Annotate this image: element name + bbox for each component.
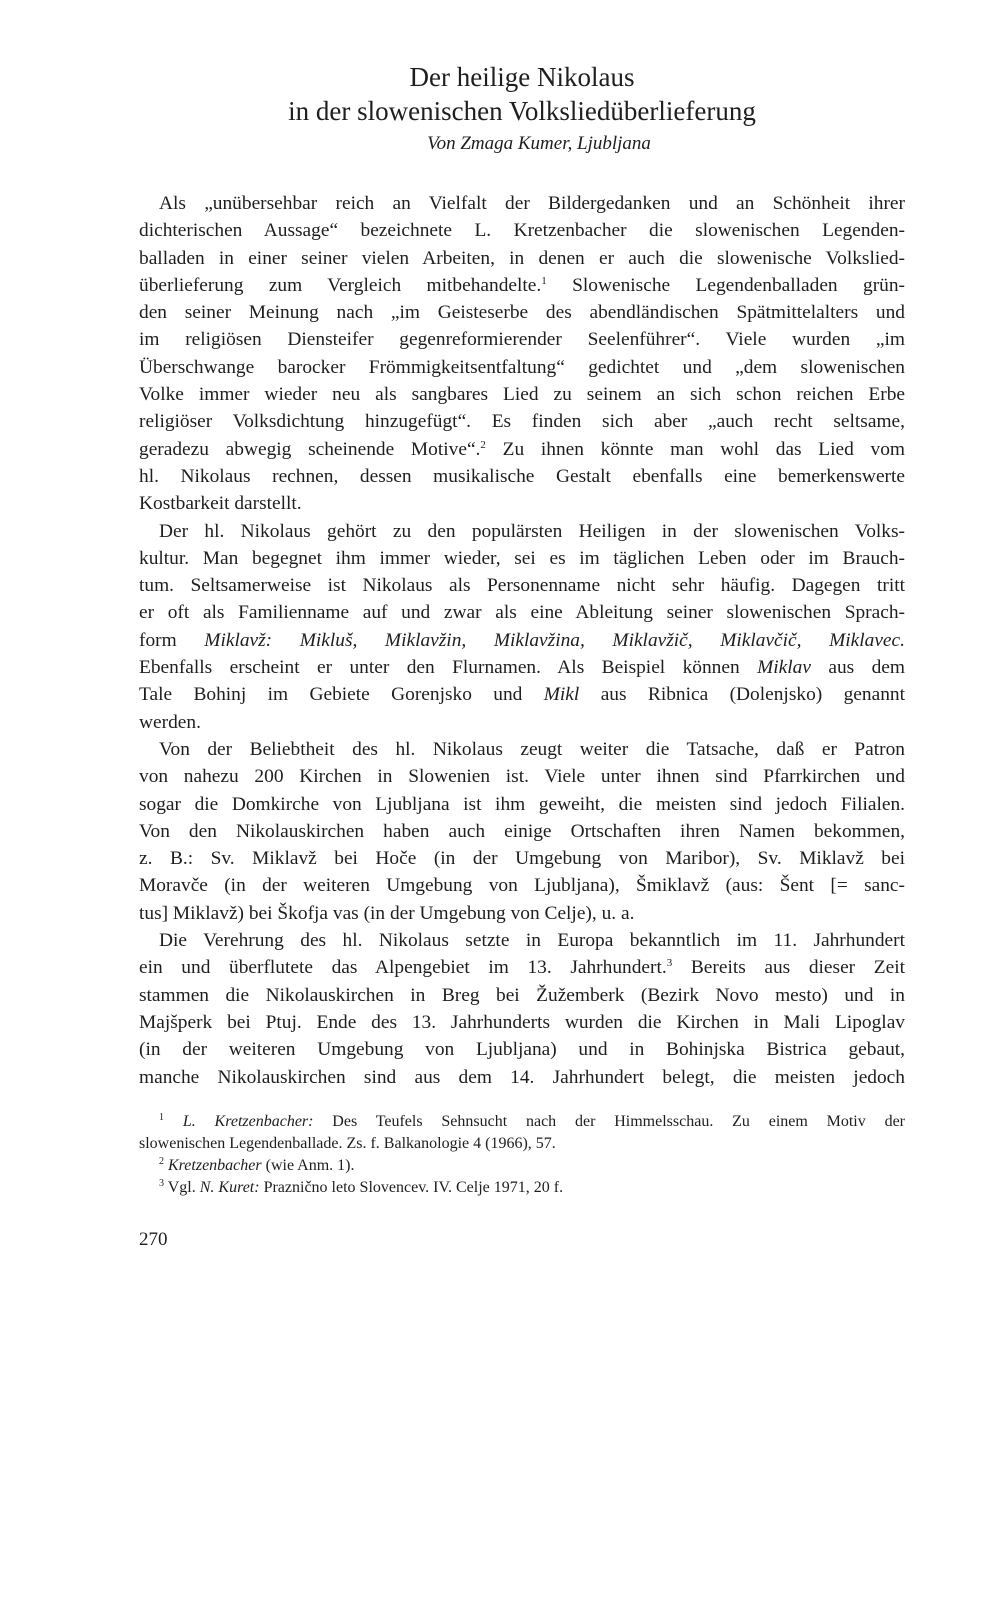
footnote-ref-3: 3	[666, 957, 673, 970]
text-line: Der hl. Nikolaus gehört zu den populärsten Heiligen in der slowenischen Volks-	[159, 520, 905, 542]
footnote-line	[139, 1177, 905, 1199]
author-byline: Von Zmaga Kumer, Ljubljana	[427, 133, 651, 154]
text-line	[139, 436, 905, 463]
text-line: Volke immer wieder neu als sangbares Lied zu seinem an sich schon reichen Erbe	[139, 384, 905, 406]
text-line	[139, 954, 905, 981]
text-line	[139, 681, 905, 708]
page-number: 270	[139, 1229, 168, 1250]
article-title	[139, 60, 905, 128]
title-line-1: Der heilige Nikolaus	[409, 62, 635, 92]
text-line: werden.	[139, 711, 201, 733]
footnote-2	[139, 1155, 905, 1177]
text-segment: form	[139, 629, 177, 651]
text-line: z. B.: Sv. Miklavž bei Hoče (in der Umgebung von Maribor), Sv. Miklavž bei	[139, 848, 905, 870]
name-forms: Miklavž: Mikluš, Miklavžin, Miklavžina, Miklavžič, Miklavčič, Miklavec.	[204, 629, 905, 651]
footnote-1	[139, 1111, 905, 1155]
footnote-text: Des Teufels Sehnsucht nach der Himmelsschau. Zu einem Motiv der	[313, 1112, 906, 1130]
footnote-line	[139, 1155, 905, 1177]
footnote-ref-1: 1	[541, 274, 547, 287]
text-line: den seiner Meinung nach „im Geisteserbe des abendländischen Spätmittelalters und	[139, 302, 905, 324]
footnote-3	[139, 1177, 905, 1199]
title-line-2: in der slowenischen Volksliedüberlieferung	[288, 96, 756, 126]
paragraph-4	[139, 927, 905, 1091]
article-page	[139, 60, 905, 1199]
text-line: von nahezu 200 Kirchen in Slowenien ist. Viele unter ihnen sind Pfarrkirchen und	[139, 766, 905, 788]
text-line: Majšperk bei Ptuj. Ende des 13. Jahrhunderts wurden die Kirchen in Mali Lipoglav	[139, 1011, 905, 1033]
text-segment: geradezu abwegig scheinende Motive“.	[139, 438, 481, 460]
text-line: tum. Seltsamerweise ist Nikolaus als Personenname nicht sehr häufig. Dagegen tritt	[139, 575, 905, 597]
text-line: Als „unübersehbar reich an Vielfalt der Bildergedanken und an Schönheit ihrer	[159, 193, 905, 214]
text-line: sogar die Domkirche von Ljubljana ist ihm geweiht, die meisten sind jedoch Filialen.	[139, 793, 905, 815]
paragraph-2	[139, 518, 905, 736]
text-line: Von den Nikolauskirchen haben auch einige Ortschaften ihren Namen bekommen,	[139, 820, 905, 842]
place-name: Mikl	[543, 684, 580, 706]
footnote-text: Praznično leto Slovencev. IV. Celje 1971, 20 f.	[259, 1178, 564, 1196]
footnote-author: Kretzenbacher	[168, 1156, 262, 1174]
footnote-author: N. Kuret:	[199, 1178, 260, 1196]
text-line: (in der weiteren Umgebung von Ljubljana) und in Bohinjska Bistrica gebaut,	[139, 1039, 905, 1061]
text-line	[139, 627, 905, 654]
text-line: Kostbarkeit darstellt.	[139, 493, 302, 515]
article-body	[139, 190, 905, 1091]
text-line: kultur. Man begegnet ihm immer wieder, sei es im täglichen Leben oder im Brauch-	[139, 547, 905, 569]
text-line: Moravče (in der weiteren Umgebung von Ljubljana), Šmiklavž (aus: Šent [= sanc-	[139, 875, 905, 897]
place-name: Miklav	[757, 657, 811, 679]
text-line: manche Nikolauskirchen sind aus dem 14. Jahrhundert belegt, die meisten jedoch	[139, 1066, 905, 1088]
text-segment: Zu ihnen könnte man wohl das Lied vom	[485, 438, 906, 460]
text-segment: aus Ribnica (Dolenjsko) genannt	[600, 684, 905, 706]
text-line: tus] Miklavž) bei Škofja vas (in der Umgebung von Celje), u. a.	[139, 902, 635, 924]
footnote-ref-2: 2	[480, 438, 486, 451]
text-segment: Slowenische Legendenballaden grün-	[546, 274, 905, 296]
footnote-mark: 1	[159, 1111, 164, 1123]
footnote-author: L. Kretzenbacher:	[182, 1112, 314, 1130]
footnote-text: Vgl.	[167, 1178, 200, 1196]
footnote-text: (wie Anm. 1).	[261, 1156, 355, 1174]
text-line	[139, 654, 905, 681]
text-segment: aus dem	[828, 657, 905, 679]
paragraph-1	[139, 190, 905, 518]
text-segment: Ebenfalls erscheint er unter den Flurnamen. Als Beispiel können	[139, 657, 740, 679]
text-line: Die Verehrung des hl. Nikolaus setzte in Europa bekanntlich im 11. Jahrhundert	[159, 930, 905, 952]
text-segment: Tale Bohinj im Gebiete Gorenjsko und	[139, 684, 523, 706]
text-line: balladen in einer seiner vielen Arbeiten, in denen er auch die slowenische Volkslied-	[139, 247, 905, 269]
text-line: Von der Beliebtheit des hl. Nikolaus zeugt weiter die Tatsache, daß er Patron	[159, 738, 905, 760]
text-line: religiöser Volksdichtung hinzugefügt“. Es finden sich aber „auch recht seltsame,	[139, 411, 905, 433]
text-line: dichterischen Aussage“ bezeichnete L. Kretzenbacher die slowenischen Legenden-	[139, 220, 905, 242]
footnote-mark: 2	[159, 1155, 164, 1167]
text-segment: überlieferung zum Vergleich mitbehandelte.	[139, 274, 542, 296]
text-line	[139, 272, 905, 299]
text-segment: ein und überflutete das Alpengebiet im 13. Jahrhundert.	[139, 957, 667, 979]
text-line: im religiösen Diensteifer gegenreformierender Seelenführer“. Viele wurden „im	[139, 329, 905, 351]
paragraph-3	[139, 736, 905, 927]
text-segment: Bereits aus dieser Zeit	[672, 957, 905, 979]
text-line: er oft als Familienname auf und zwar als eine Ableitung seiner slowenischen Sprach-	[139, 602, 905, 624]
footnote-line: slowenischen Legendenballade. Zs. f. Balkanologie 4 (1966), 57.	[139, 1134, 556, 1152]
footnotes	[139, 1111, 905, 1199]
text-line: Überschwange barocker Frömmigkeitsentfaltung“ gedichtet und „dem slowenischen	[139, 356, 905, 378]
footnote-mark: 3	[159, 1177, 164, 1189]
text-line: hl. Nikolaus rechnen, dessen musikalische Gestalt ebenfalls eine bemerkenswerte	[139, 465, 905, 487]
text-line: stammen die Nikolauskirchen in Breg bei Žužemberk (Bezirk Novo mesto) und in	[139, 984, 905, 1006]
footnote-line	[139, 1111, 905, 1133]
